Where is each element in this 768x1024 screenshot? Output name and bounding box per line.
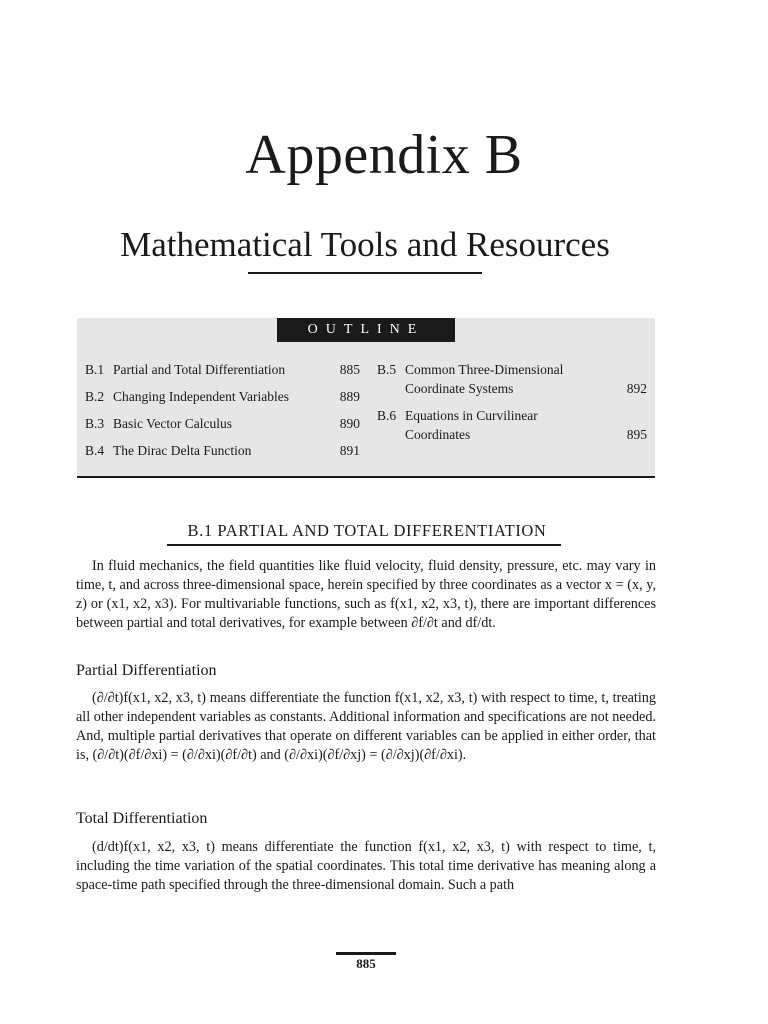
section-heading: B.1 PARTIAL AND TOTAL DIFFERENTIATION bbox=[187, 521, 547, 540]
partial-differentiation-paragraph: (∂/∂t)f(x1, x2, x3, t) means differentiate the function f(x1, x2, x3, t) with respect to time, t, treating all other independent variables as constants. Additional information and specifications are not needed. And, multiple partial derivatives that operate on different variables can be applied in either order, that is, (∂/∂t)(∂f/∂xi) = (∂/∂xi)(∂f/∂t) and (∂/∂xi)(∂f/∂xj) = (∂/∂xj)(∂f/∂xi). bbox=[76, 690, 656, 763]
outline-item: B.3 Basic Vector Calculus 890 bbox=[85, 416, 360, 431]
outline-column-left bbox=[85, 360, 360, 468]
outline-page: 889 bbox=[339, 389, 360, 404]
chapter-subtitle: Mathematical Tools and Resources bbox=[120, 225, 610, 264]
outline-page: 890 bbox=[339, 416, 360, 431]
section-rule bbox=[167, 544, 561, 546]
chapter-title: Appendix B bbox=[245, 124, 523, 186]
outline-box bbox=[77, 318, 655, 478]
title-rule bbox=[248, 272, 482, 274]
outline-item: B.5 Common Three-Dimensional Coordinate Systems 892 bbox=[377, 362, 647, 396]
total-differentiation-paragraph: (d/dt)f(x1, x2, x3, t) means differentiate the function f(x1, x2, x3, t) with respect to time, t, including the time variation of the spatial coordinates. This total time derivative has meaning along a space-time path specified through the three-dimensional domain. Such a path bbox=[76, 839, 656, 893]
outline-label: OUTLINE bbox=[277, 318, 455, 342]
outline-item: B.6 Equations in Curvilinear Coordinates 895 bbox=[377, 408, 647, 442]
footer-rule bbox=[336, 952, 396, 955]
outline-item: B.4 The Dirac Delta Function 891 bbox=[85, 443, 360, 458]
outline-page: 891 bbox=[339, 443, 360, 458]
outline-page: 892 bbox=[626, 381, 647, 396]
partial-differentiation-heading: Partial Differentiation bbox=[76, 662, 217, 679]
outline-item: B.1 Partial and Total Differentiation 885 bbox=[85, 362, 360, 377]
outline-page: 885 bbox=[339, 362, 360, 377]
page-number: 885 bbox=[356, 956, 376, 971]
outline-item: B.2 Changing Independent Variables 889 bbox=[85, 389, 360, 404]
intro-paragraph: In fluid mechanics, the field quantities like fluid velocity, fluid density, pressure, etc. may vary in time, t, and across three-dimensional space, herein specified by three coordinates as a vector x = (x, y, z) or (x1, x2, x3). For multivariable functions, such as f(x1, x2, x3, t), there are important differences between partial and total derivatives, for example between ∂f/∂t and df/dt. bbox=[76, 558, 656, 631]
total-differentiation-heading: Total Differentiation bbox=[76, 810, 208, 827]
outline-column-right bbox=[377, 360, 647, 452]
outline-page: 895 bbox=[626, 427, 647, 442]
